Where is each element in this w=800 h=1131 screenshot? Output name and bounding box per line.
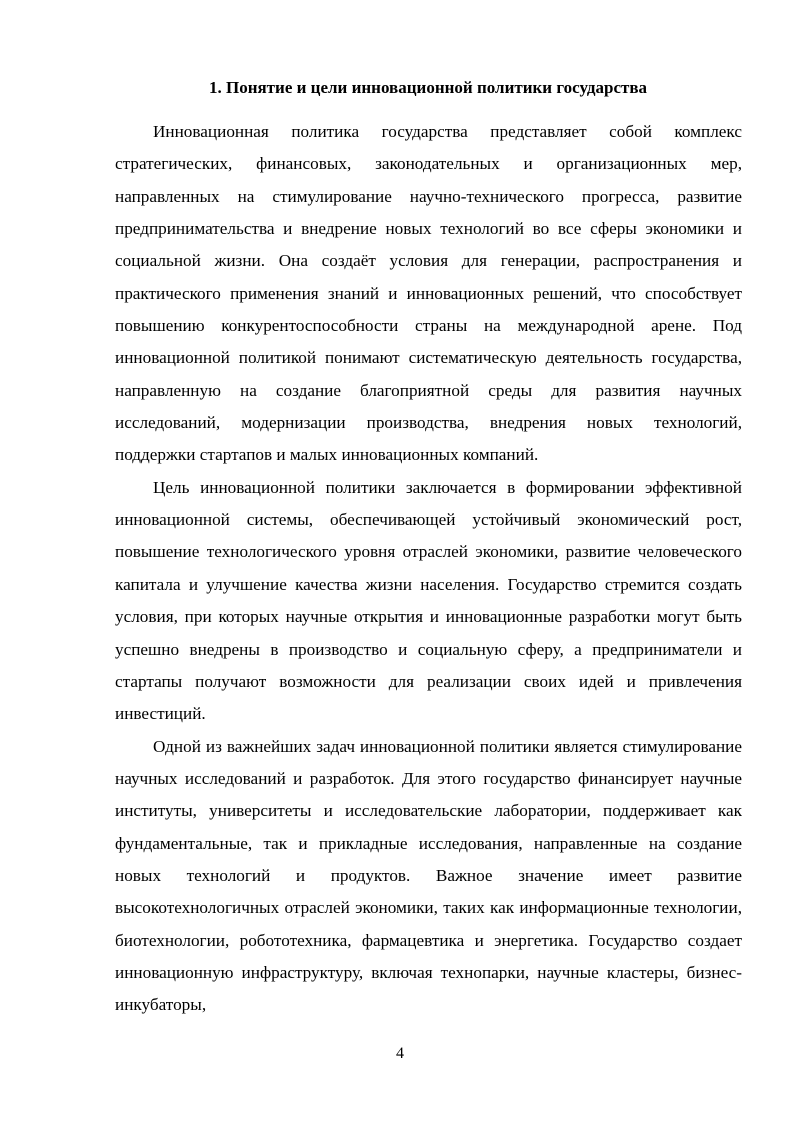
- paragraph: Инновационная политика государства представляет собой комплекс стратегических, финансовых, законодательных и организационных мер, направленных на стимулирование научно-технического прогресса, развитие предпринимательства и внедрение новых технологий во все сферы экономики и социальной жизни. Она создаёт условия для генерации, распространения и практического применения знаний и инновационных решений, что способствует повышению конкурентоспособности страны на международной арене. Под инновационной политикой понимают систематическую деятельность государства, направленную на создание благоприятной среды для развития научных исследований, модернизации производства, внедрения новых технологий, поддержки стартапов и малых инновационных компаний.: [115, 122, 742, 465]
- section-heading: 1. Понятие и цели инновационной политики государства: [208, 78, 648, 97]
- page-number: 4: [396, 1045, 404, 1062]
- document-body: [115, 116, 742, 1022]
- paragraph: Одной из важнейших задач инновационной политики является стимулирование научных исследований и разработок. Для этого государство финансирует научные институты, университеты и исследовательские лаборатории, поддерживает как фундаментальные, так и прикладные исследования, направленные на создание новых технологий и продуктов. Важное значение имеет развитие высокотехнологичных отраслей экономики, таких как информационные технологии, биотехнологии, робототехника, фармацевтика и энергетика. Государство создает инновационную инфраструктуру, включая технопарки, научные кластеры, бизнес-инкубаторы,: [115, 736, 742, 1015]
- paragraph: Цель инновационной политики заключается в формировании эффективной инновационной системы, обеспечивающей устойчивый экономический рост, повышение технологического уровня отраслей экономики, развитие человеческого капитала и улучшение качества жизни населения. Государство стремится создать условия, при которых научные открытия и инновационные разработки могут быть успешно внедрены в производство и социальную сферу, а предприниматели и стартапы получают возможности для реализации своих идей и привлечения инвестиций.: [115, 477, 742, 724]
